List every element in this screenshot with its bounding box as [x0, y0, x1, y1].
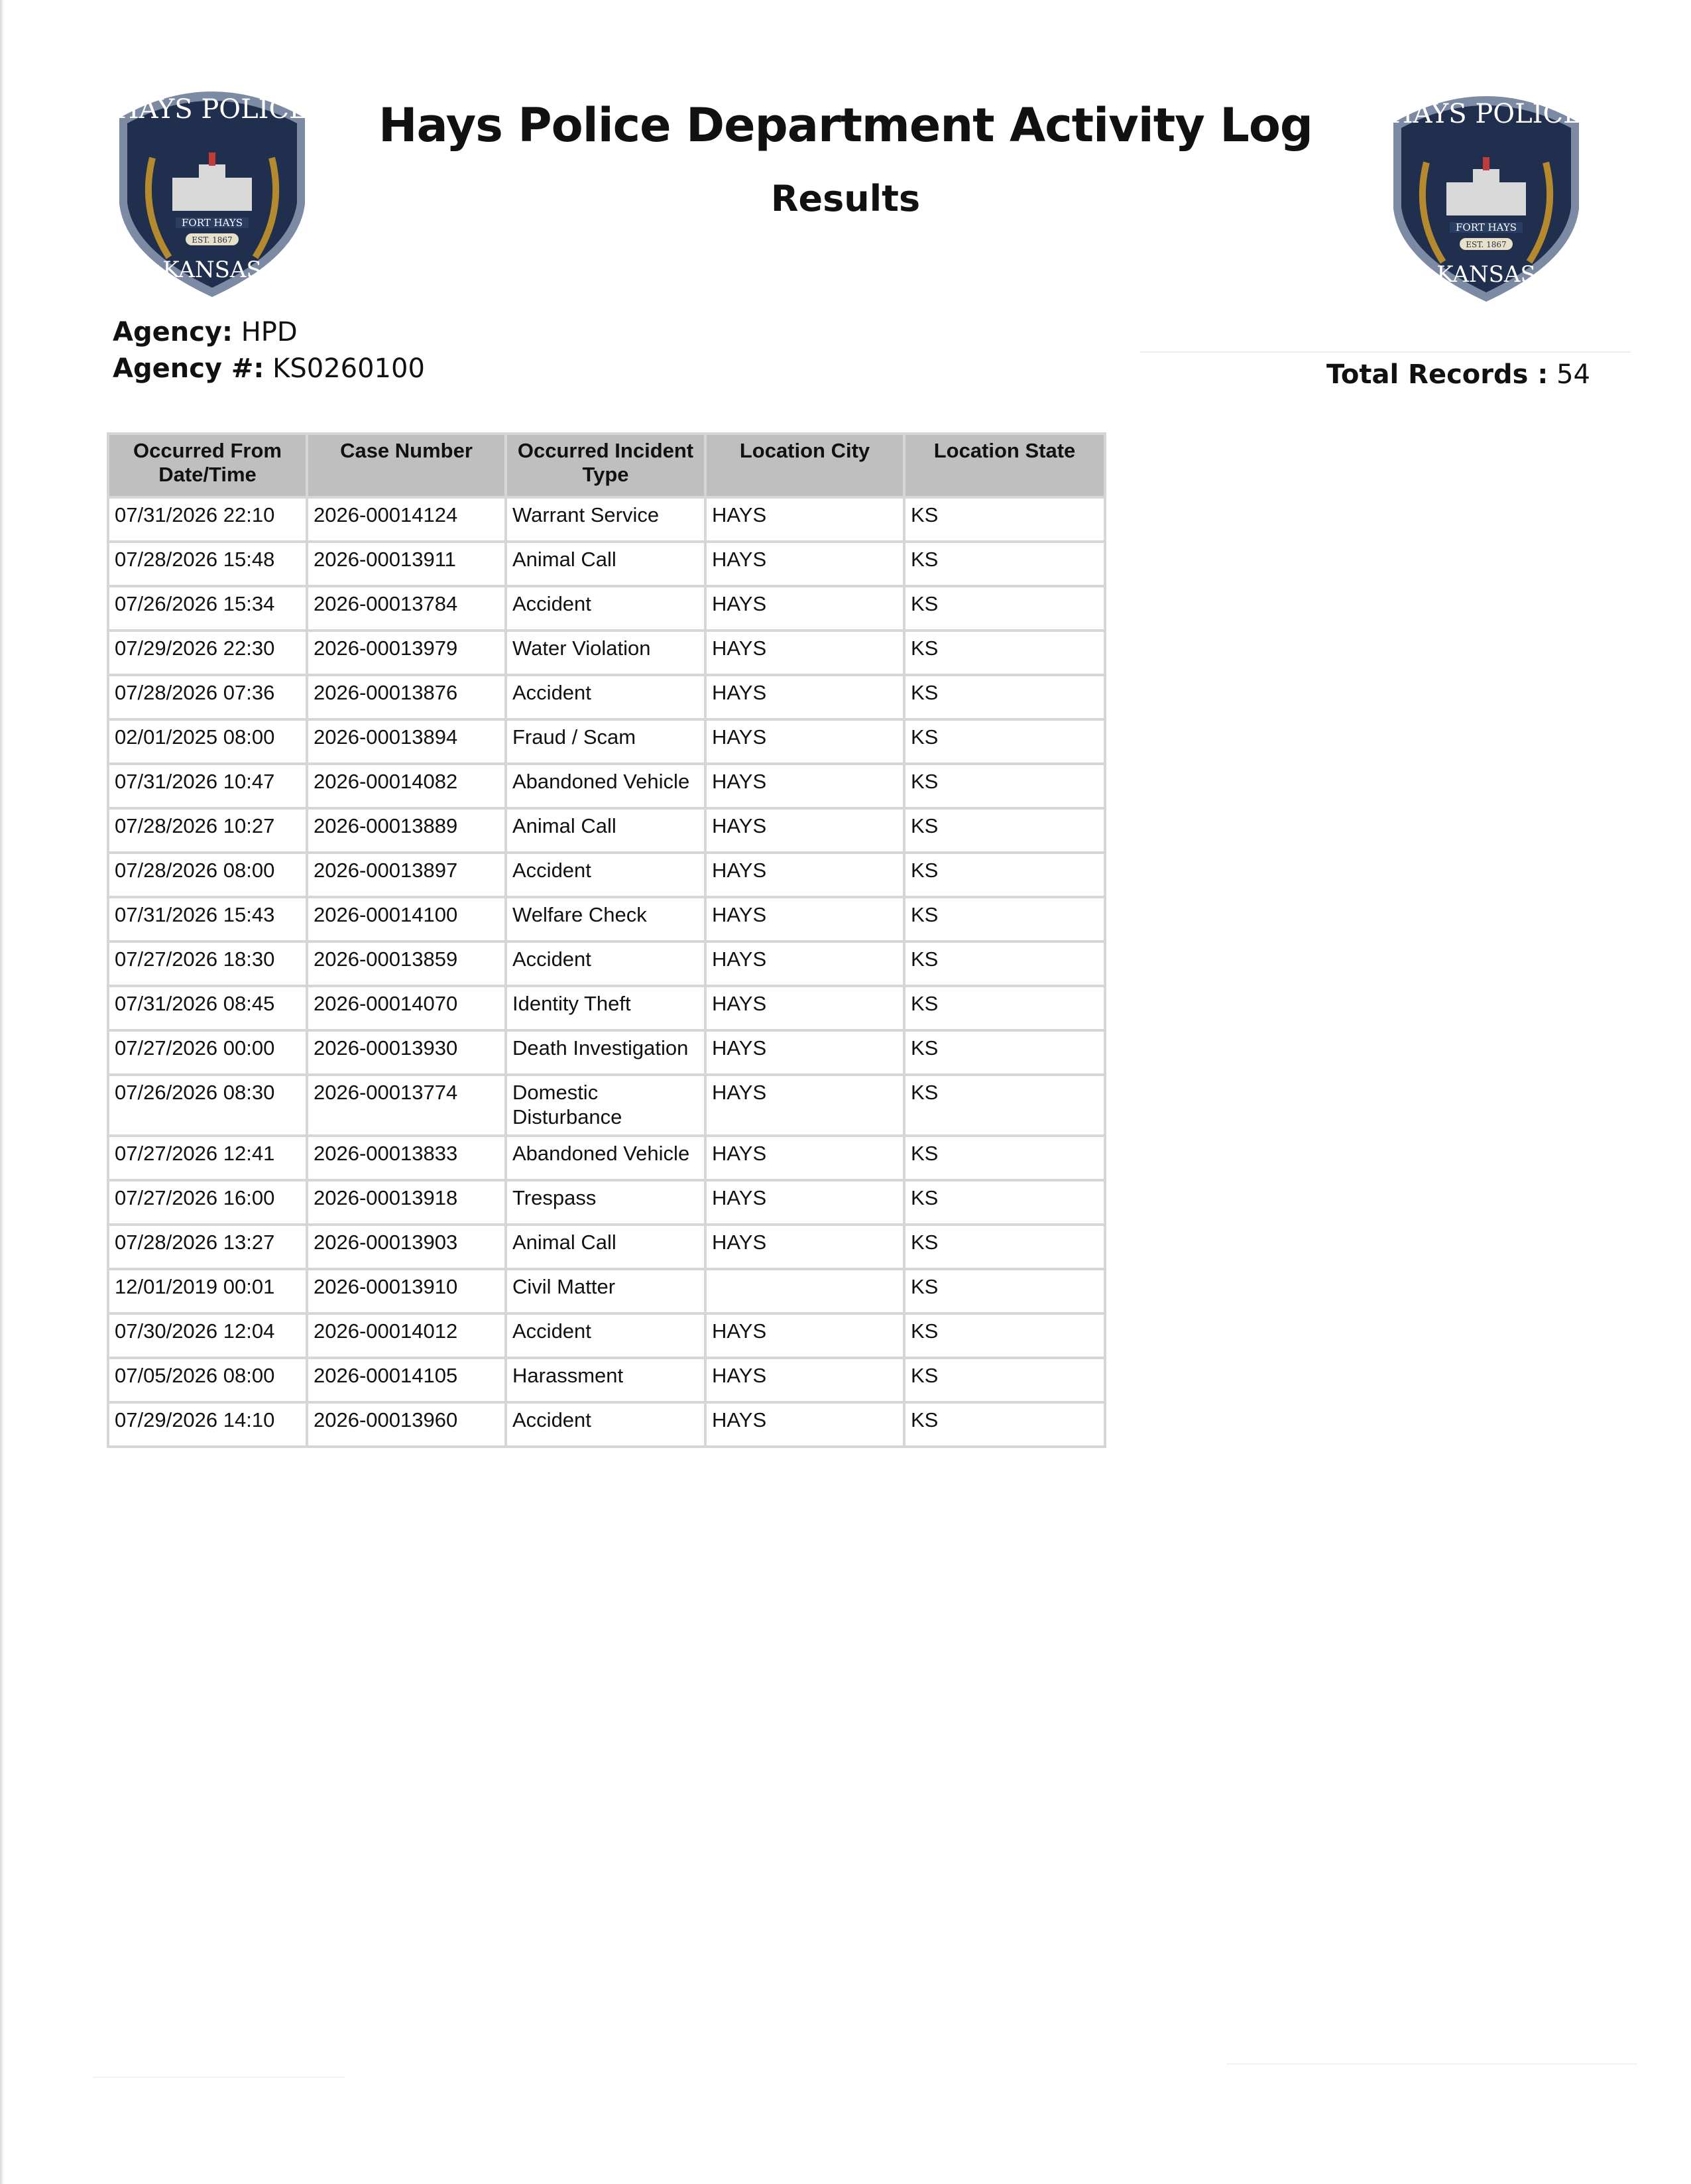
cell-incident-type: Civil Matter	[506, 1269, 705, 1313]
table-row	[108, 675, 1105, 719]
cell-case-number: 2026-00013774	[307, 1075, 506, 1136]
cell-case-number: 2026-00013910	[307, 1269, 506, 1313]
cell-datetime: 07/27/2026 00:00	[108, 1030, 307, 1075]
agency-number-line	[113, 353, 425, 384]
svg-text:EST. 1867: EST. 1867	[192, 235, 233, 245]
cell-case-number: 2026-00013903	[307, 1225, 506, 1269]
cell-location-city: HAYS	[705, 853, 904, 897]
cell-location-city: HAYS	[705, 764, 904, 808]
cell-datetime: 07/26/2026 08:30	[108, 1075, 307, 1136]
cell-datetime: 07/28/2026 13:27	[108, 1225, 307, 1269]
table-row	[108, 808, 1105, 853]
table-row	[108, 1075, 1105, 1136]
cell-datetime: 02/01/2025 08:00	[108, 719, 307, 764]
cell-location-state: KS	[904, 1180, 1105, 1225]
agency-number-value: KS0260100	[272, 353, 425, 384]
cell-incident-type: Welfare Check	[506, 897, 705, 941]
table-row	[108, 986, 1105, 1030]
cell-datetime: 07/28/2026 15:48	[108, 542, 307, 586]
svg-text:FORT HAYS: FORT HAYS	[1456, 221, 1517, 233]
cell-incident-type: Animal Call	[506, 808, 705, 853]
cell-case-number: 2026-00014100	[307, 897, 506, 941]
cell-case-number: 2026-00013859	[307, 941, 506, 986]
cell-datetime: 07/27/2026 12:41	[108, 1136, 307, 1180]
cell-location-city	[705, 1269, 904, 1313]
cell-incident-type: Abandoned Vehicle	[506, 764, 705, 808]
document-subtitle: Results	[770, 178, 921, 219]
column-header-incident-type: Occurred Incident Type	[506, 434, 705, 497]
cell-datetime: 07/31/2026 08:45	[108, 986, 307, 1030]
cell-incident-type: Death Investigation	[506, 1030, 705, 1075]
cell-incident-type: Domestic Disturbance	[506, 1075, 705, 1136]
cell-location-state: KS	[904, 1358, 1105, 1402]
cell-case-number: 2026-00013889	[307, 808, 506, 853]
cell-case-number: 2026-00013979	[307, 631, 506, 675]
cell-datetime: 07/31/2026 10:47	[108, 764, 307, 808]
svg-text:HAYS POLICE: HAYS POLICE	[115, 94, 309, 125]
total-records-value: 54	[1556, 359, 1590, 390]
cell-datetime: 07/27/2026 18:30	[108, 941, 307, 986]
column-header-location-state: Location State	[904, 434, 1105, 497]
cell-location-state: KS	[904, 853, 1105, 897]
cell-incident-type: Accident	[506, 675, 705, 719]
cell-location-state: KS	[904, 1269, 1105, 1313]
table-row	[108, 1313, 1105, 1358]
agency-name-label: Agency:	[113, 317, 233, 347]
svg-text:FORT HAYS: FORT HAYS	[182, 217, 243, 229]
cell-case-number: 2026-00013897	[307, 853, 506, 897]
cell-datetime: 07/28/2026 10:27	[108, 808, 307, 853]
agency-name-value: HPD	[241, 317, 298, 347]
cell-location-city: HAYS	[705, 675, 904, 719]
cell-incident-type: Accident	[506, 941, 705, 986]
total-records-label: Total Records :	[1326, 359, 1548, 390]
table-row	[108, 1358, 1105, 1402]
cell-datetime: 07/28/2026 08:00	[108, 853, 307, 897]
cell-datetime: 12/01/2019 00:01	[108, 1269, 307, 1313]
cell-case-number: 2026-00013930	[307, 1030, 506, 1075]
cell-case-number: 2026-00014105	[307, 1358, 506, 1402]
table-row	[108, 1402, 1105, 1447]
table-row	[108, 719, 1105, 764]
cell-incident-type: Water Violation	[506, 631, 705, 675]
cell-location-state: KS	[904, 808, 1105, 853]
table-row	[108, 497, 1105, 542]
svg-text:HAYS POLICE: HAYS POLICE	[1389, 99, 1583, 129]
column-header-case-number: Case Number	[307, 434, 506, 497]
divider	[93, 2077, 345, 2078]
cell-case-number: 2026-00013784	[307, 586, 506, 631]
cell-location-city: HAYS	[705, 1313, 904, 1358]
cell-incident-type: Accident	[506, 1402, 705, 1447]
cell-location-city: HAYS	[705, 1075, 904, 1136]
table-row	[108, 1136, 1105, 1180]
cell-case-number: 2026-00013918	[307, 1180, 506, 1225]
cell-datetime: 07/29/2026 14:10	[108, 1402, 307, 1447]
divider	[1226, 2063, 1637, 2065]
table-row	[108, 764, 1105, 808]
cell-location-state: KS	[904, 675, 1105, 719]
cell-incident-type: Fraud / Scam	[506, 719, 705, 764]
svg-text:EST. 1867: EST. 1867	[1466, 240, 1507, 249]
table-row	[108, 853, 1105, 897]
column-header-datetime: Occurred From Date/Time	[108, 434, 307, 497]
agency-name-line	[113, 317, 298, 347]
agency-number-label: Agency #:	[113, 353, 264, 384]
cell-location-state: KS	[904, 897, 1105, 941]
cell-case-number: 2026-00014070	[307, 986, 506, 1030]
table-row	[108, 1030, 1105, 1075]
cell-location-state: KS	[904, 1402, 1105, 1447]
cell-location-state: KS	[904, 1136, 1105, 1180]
svg-text:KANSAS: KANSAS	[1436, 261, 1536, 288]
cell-incident-type: Accident	[506, 586, 705, 631]
cell-incident-type: Accident	[506, 853, 705, 897]
cell-datetime: 07/05/2026 08:00	[108, 1358, 307, 1402]
table-body	[108, 497, 1105, 1447]
cell-incident-type: Identity Theft	[506, 986, 705, 1030]
table-row	[108, 586, 1105, 631]
cell-incident-type: Animal Call	[506, 542, 705, 586]
cell-location-city: HAYS	[705, 808, 904, 853]
cell-location-state: KS	[904, 586, 1105, 631]
cell-location-city: HAYS	[705, 1402, 904, 1447]
cell-location-city: HAYS	[705, 1225, 904, 1269]
cell-location-state: KS	[904, 1225, 1105, 1269]
cell-location-city: HAYS	[705, 1030, 904, 1075]
cell-location-state: KS	[904, 497, 1105, 542]
cell-incident-type: Accident	[506, 1313, 705, 1358]
cell-datetime: 07/26/2026 15:34	[108, 586, 307, 631]
scan-edge	[0, 0, 4, 2184]
cell-location-city: HAYS	[705, 941, 904, 986]
cell-incident-type: Trespass	[506, 1180, 705, 1225]
cell-location-city: HAYS	[705, 897, 904, 941]
cell-datetime: 07/31/2026 22:10	[108, 497, 307, 542]
cell-datetime: 07/29/2026 22:30	[108, 631, 307, 675]
table-row	[108, 1269, 1105, 1313]
cell-case-number: 2026-00013960	[307, 1402, 506, 1447]
cell-location-city: HAYS	[705, 631, 904, 675]
table-row	[108, 1225, 1105, 1269]
table-row	[108, 542, 1105, 586]
cell-datetime: 07/27/2026 16:00	[108, 1180, 307, 1225]
svg-text:KANSAS: KANSAS	[162, 257, 262, 283]
cell-location-state: KS	[904, 1313, 1105, 1358]
cell-incident-type: Harassment	[506, 1358, 705, 1402]
cell-location-state: KS	[904, 764, 1105, 808]
cell-incident-type: Warrant Service	[506, 497, 705, 542]
cell-location-state: KS	[904, 542, 1105, 586]
cell-location-state: KS	[904, 631, 1105, 675]
cell-datetime: 07/30/2026 12:04	[108, 1313, 307, 1358]
cell-case-number: 2026-00014124	[307, 497, 506, 542]
cell-location-city: HAYS	[705, 1180, 904, 1225]
document-title: Hays Police Department Activity Log	[378, 98, 1313, 152]
cell-case-number: 2026-00013894	[307, 719, 506, 764]
cell-location-city: HAYS	[705, 719, 904, 764]
divider	[1140, 351, 1631, 353]
table-row	[108, 631, 1105, 675]
cell-case-number: 2026-00014082	[307, 764, 506, 808]
cell-datetime: 07/28/2026 07:36	[108, 675, 307, 719]
cell-location-city: HAYS	[705, 497, 904, 542]
cell-location-city: HAYS	[705, 1136, 904, 1180]
cell-location-state: KS	[904, 1075, 1105, 1136]
cell-case-number: 2026-00013833	[307, 1136, 506, 1180]
total-records	[1326, 359, 1590, 390]
table-row	[108, 941, 1105, 986]
activity-log-table	[107, 432, 1106, 1448]
cell-incident-type: Abandoned Vehicle	[506, 1136, 705, 1180]
table-row	[108, 1180, 1105, 1225]
cell-location-city: HAYS	[705, 586, 904, 631]
column-header-location-city: Location City	[705, 434, 904, 497]
cell-incident-type: Animal Call	[506, 1225, 705, 1269]
cell-case-number: 2026-00014012	[307, 1313, 506, 1358]
cell-case-number: 2026-00013911	[307, 542, 506, 586]
cell-location-state: KS	[904, 1030, 1105, 1075]
cell-case-number: 2026-00013876	[307, 675, 506, 719]
cell-datetime: 07/31/2026 15:43	[108, 897, 307, 941]
cell-location-city: HAYS	[705, 1358, 904, 1402]
cell-location-state: KS	[904, 986, 1105, 1030]
table-row	[108, 897, 1105, 941]
table-header-row	[108, 434, 1105, 497]
cell-location-state: KS	[904, 941, 1105, 986]
cell-location-city: HAYS	[705, 986, 904, 1030]
cell-location-state: KS	[904, 719, 1105, 764]
cell-location-city: HAYS	[705, 542, 904, 586]
